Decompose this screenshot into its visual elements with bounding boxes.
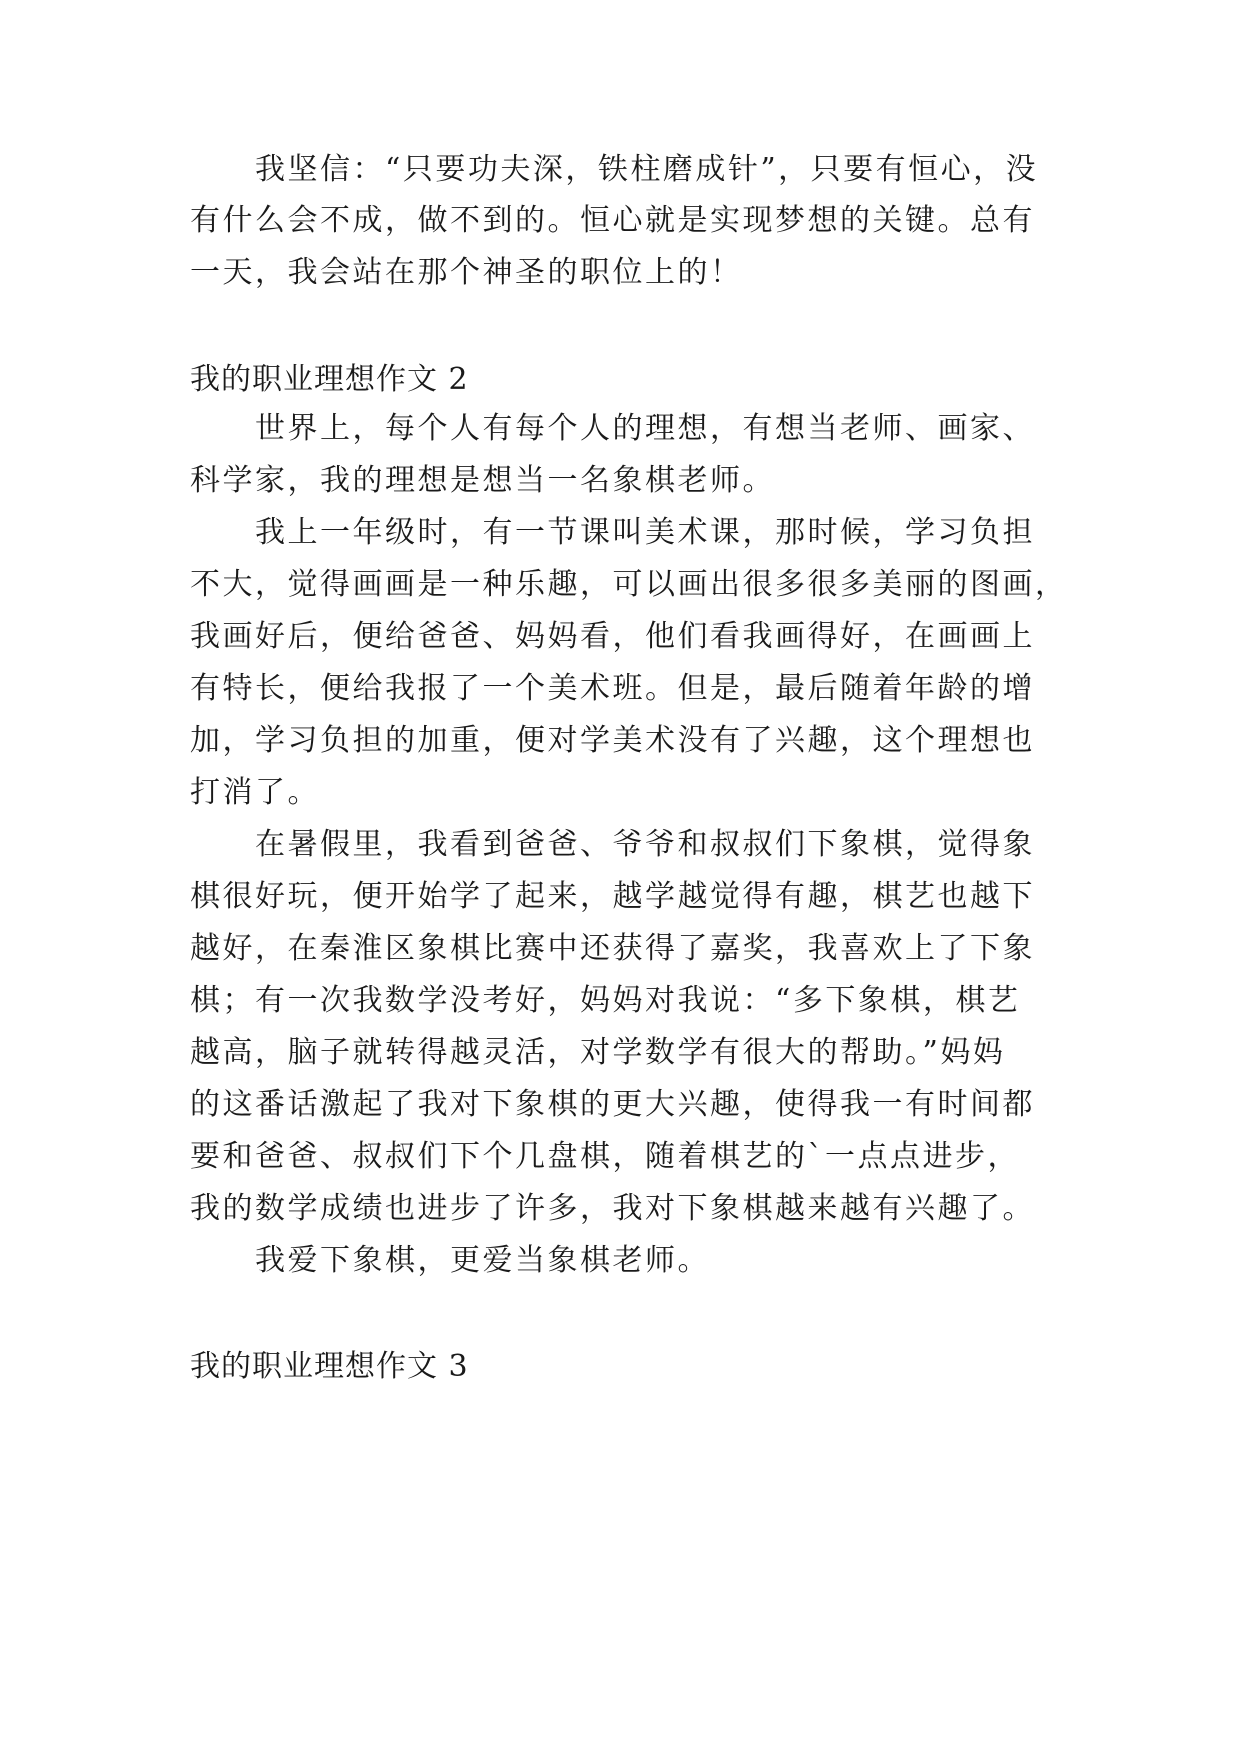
paragraph-line: 有什么会不成，做不到的。恒心就是实现梦想的关键。总有 bbox=[190, 203, 1035, 238]
paragraph-line: 世界上，每个人有每个人的理想，有想当老师、画家、 bbox=[255, 411, 1035, 446]
paragraph-line: 我画好后，便给爸爸、妈妈看，他们看我画得好，在画画上 bbox=[190, 619, 1035, 654]
paragraph-line: 一天，我会站在那个神圣的职位上的！ bbox=[190, 255, 743, 290]
paragraph-line: 我的数学成绩也进步了许多，我对下象棋越来越有兴趣了。 bbox=[190, 1191, 1035, 1226]
paragraph-line: 棋；有一次我数学没考好，妈妈对我说：“多下象棋，棋艺 bbox=[190, 983, 1021, 1018]
paragraph-line: 越高，脑子就转得越灵活，对学数学有很大的帮助。”妈妈 bbox=[190, 1035, 1006, 1070]
paragraph-line: 不大，觉得画画是一种乐趣，可以画出很多很多美丽的图画， bbox=[190, 567, 1068, 602]
paragraph-line: 的这番话激起了我对下象棋的更大兴趣，使得我一有时间都 bbox=[190, 1087, 1035, 1122]
paragraph-line: 科学家，我的理想是想当一名象棋老师。 bbox=[190, 463, 775, 498]
paragraph-line: 加，学习负担的加重，便对学美术没有了兴趣，这个理想也 bbox=[190, 723, 1035, 758]
paragraph-line: 棋很好玩，便开始学了起来，越学越觉得有趣，棋艺也越下 bbox=[190, 879, 1035, 914]
paragraph-line: 我爱下象棋，更爱当象棋老师。 bbox=[255, 1243, 710, 1278]
paragraph-line: 要和爸爸、叔叔们下个几盘棋，随着棋艺的`一点点进步， bbox=[190, 1139, 1020, 1174]
paragraph-line: 在暑假里，我看到爸爸、爷爷和叔叔们下象棋，觉得象 bbox=[255, 827, 1035, 862]
paragraph-line: 我上一年级时，有一节课叫美术课，那时候，学习负担 bbox=[255, 515, 1035, 550]
paragraph-line: 越好，在秦淮区象棋比赛中还获得了嘉奖，我喜欢上了下象 bbox=[190, 931, 1035, 966]
paragraph-line: 我坚信：“只要功夫深，铁柱磨成针”，只要有恒心，没 bbox=[255, 152, 1039, 187]
paragraph-line: 有特长，便给我报了一个美术班。但是，最后随着年龄的增 bbox=[190, 671, 1035, 706]
section-heading: 我的职业理想作文 3 bbox=[190, 1349, 469, 1384]
section-heading: 我的职业理想作文 2 bbox=[190, 362, 469, 397]
paragraph-line: 打消了。 bbox=[190, 775, 320, 810]
